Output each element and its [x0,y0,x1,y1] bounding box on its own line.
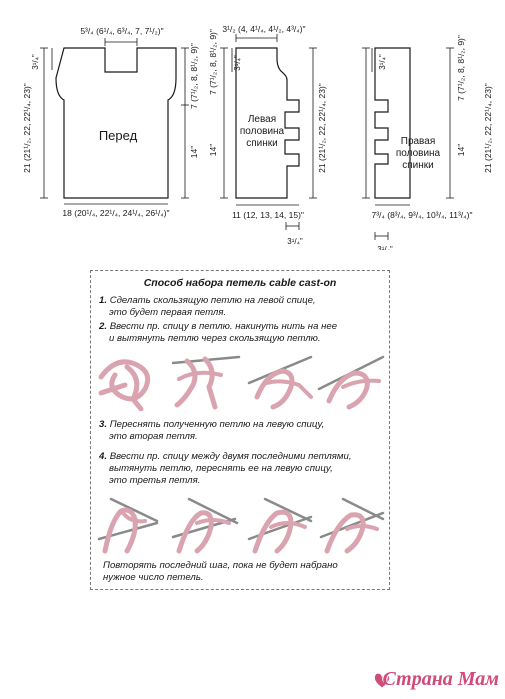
front-label: Перед [98,128,138,143]
front-bottom-width: 18 (20¹/₄, 22¹/₄, 24¹/₄, 26¹/₄)" [62,208,170,218]
left-back-step-width: 3¹/₄" [287,237,303,246]
step-1-number: 1. [99,295,108,306]
step-3 [99,419,383,443]
right-back-shoulder: 3¹/₄" [378,54,387,70]
right-back-armhole: 7 (7¹/₂, 8, 8¹/₂, 9)" [456,35,466,101]
left-back-label-3: спинки [246,138,278,149]
cast-on-footer [103,560,383,584]
right-back-side: 14" [456,143,466,157]
front-armhole: 7 (7¹/₂, 8, 8¹/₂, 9)" [189,43,199,109]
garment-schematics [0,0,505,250]
step-4-line-2: вытянуть петлю, переснять ее на левую спицу, [109,463,333,474]
slip-knot-illustration [101,362,148,409]
right-back-label-1: Правая [400,136,436,147]
right-back-bottom-width: 7³/₄ (8³/₄, 9³/₄, 10³/₄, 11³/₄)" [371,210,473,220]
step-3-line-2: это вторая петля. [109,431,198,442]
step-1 [99,295,383,319]
cast-on-instructions [90,270,390,590]
right-back-step-width: 3¹/₄" [377,245,393,250]
step-3-number: 3. [99,419,108,430]
step-4-line-3: это третья петля. [109,475,201,486]
front-shoulder: 3¹/₄" [31,54,40,70]
step-4-number: 4. [99,451,108,462]
left-back-label-1: Левая [247,114,277,125]
front-total-length: 21 (21¹/₂, 22, 22¹/₄, 23)" [22,83,32,173]
step-2 [99,321,383,345]
watermark: Страна Мам [382,668,499,690]
left-back-top-width: 3¹/₂ (4, 4¹/₄, 4¹/₂, 4³/₄)" [222,24,306,34]
step-3-line-1: Переснять полученную петлю на левую спицу, [109,419,325,430]
front-side: 14" [189,145,199,159]
left-back-bottom-width: 11 (12, 13, 14, 15)" [232,210,304,220]
transfer-loop-illustration [321,499,383,551]
cast-on-illustration-row-2 [97,493,385,555]
footer-line-1: Повторять последний шаг, пока не будет набрано [103,560,338,571]
schematics-svg [0,0,505,250]
right-back-total-length: 21 (21¹/₂, 22, 22¹/₄, 23)" [483,83,493,173]
insert-needle-between-loops-illustration [99,499,157,551]
wrap-yarn-illustration [249,357,311,407]
wrap-between-loops-illustration [173,499,237,551]
step-2-number: 2. [99,321,108,332]
left-back-total-length: 21 (21¹/₂, 22, 22¹/₄, 23)" [317,83,327,173]
left-back-shoulder: 3¹/₄" [233,55,242,71]
step-2-line-2: и вытянуть петлю через скользящую петлю. [109,333,321,344]
footer-line-2: нужное число петель. [103,572,204,583]
loop-on-needle-illustration [173,357,239,407]
right-back-label-3: спинки [402,160,434,171]
cast-on-title: Способ набора петель cable cast-on [143,277,337,289]
front-top-width: 5³/₄ (6¹/₄, 6³/₄, 7, 7¹/₂)" [80,26,164,36]
pull-through-illustration [249,499,311,551]
step-1-line-1: Сделать скользящую петлю на левой спице, [109,295,316,306]
step-1-line-2: это будет первая петля. [109,307,227,318]
step-4 [99,451,383,487]
right-back-label-2: половина [395,148,441,159]
cast-on-illustration-row-1 [97,349,385,411]
left-back-side: 14" [208,143,218,157]
front-outline [56,48,176,198]
left-back-label-2: половина [239,126,285,137]
left-back-armhole: 7 (7¹/₂, 8, 8¹/₂, 9)" [208,29,218,95]
step-4-line-1: Ввести пр. спицу между двумя последними петлями, [109,451,352,462]
step-2-line-1: Ввести пр. спицу в петлю. накинуть нить на нее [109,321,338,332]
pull-loop-illustration [319,357,383,407]
